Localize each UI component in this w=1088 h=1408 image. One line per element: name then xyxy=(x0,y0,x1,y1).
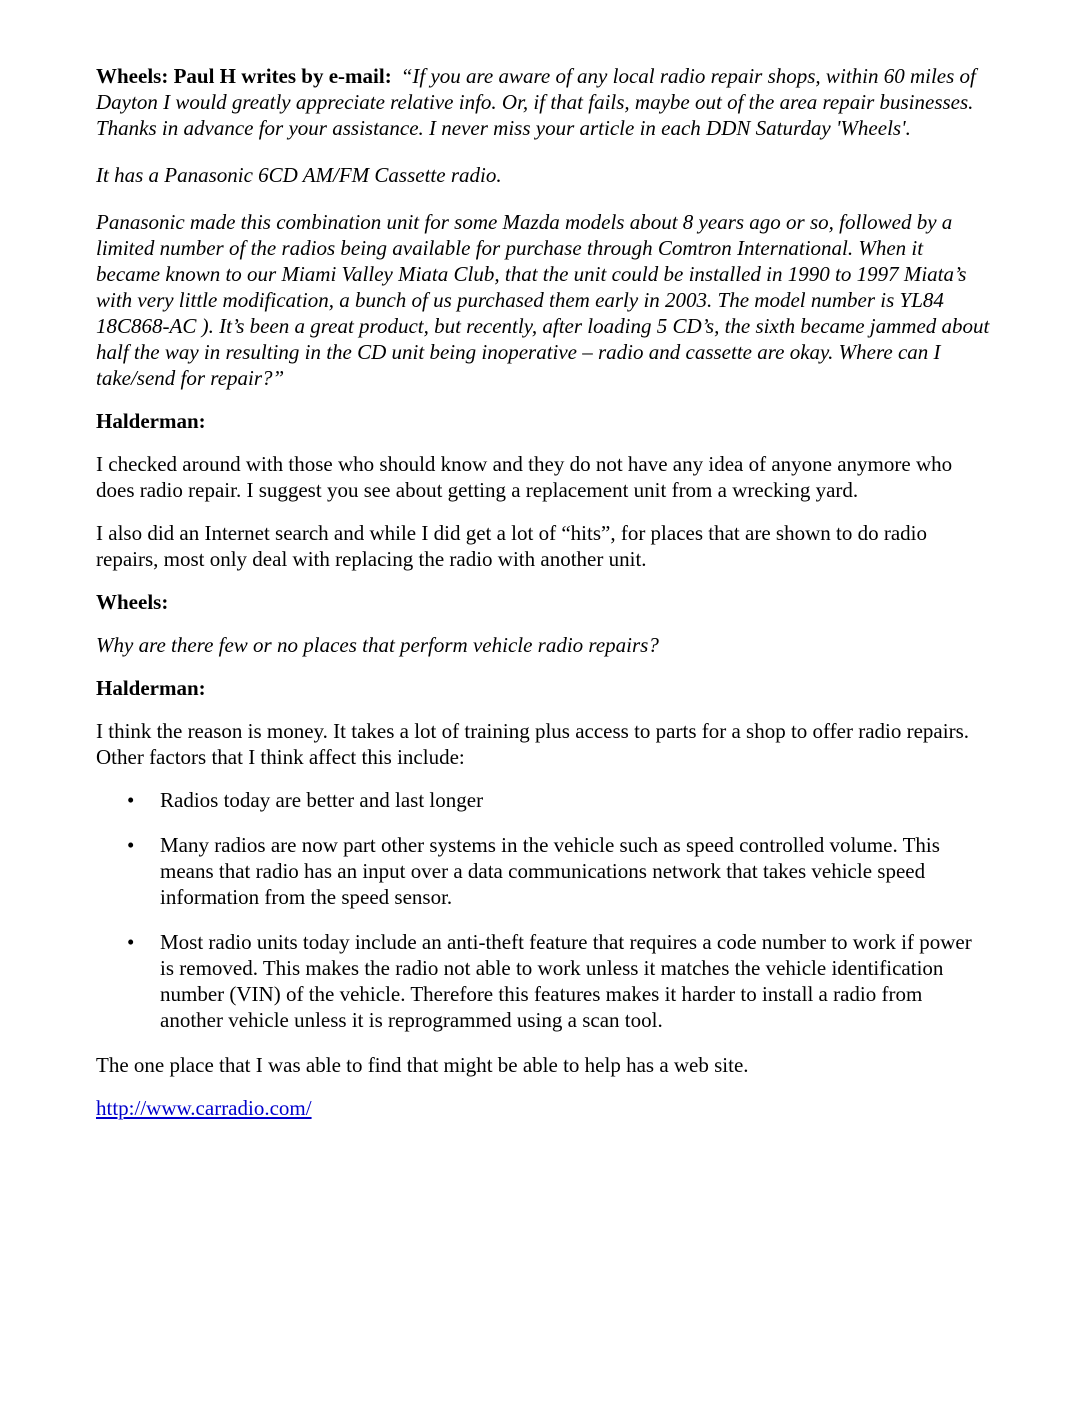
heading-halderman-2: Halderman: xyxy=(96,676,206,700)
list-item xyxy=(96,929,990,1033)
panasonic-history-paragraph: Panasonic made this combination unit for some Mazda models about 8 years ago or so, followed by a limited number of the radios being available for purchase through Comtron International. When it became known to our Miami Valley Miata Club, that the unit could be installed in 1990 to 1997 Miata’s with very little modification, a bunch of us purchased them early in 2003. The model number is YL84 18C868-AC ). It’s been a great product, but recently, after loading 5 CD’s, the sixth became jammed about half the way in resulting in the CD unit being inoperative – radio and cassette are okay. Where can I take/send for repair?” xyxy=(96,210,990,390)
carradio-link[interactable]: http://www.carradio.com/ xyxy=(96,1096,312,1120)
bullet-text: Most radio units today include an anti-theft feature that requires a code number to work if power is removed. This makes the radio not able to work unless it matches the vehicle identification number (VIN) of the vehicle. Therefore this features makes it harder to install a radio from another vehicle unless it is reprogrammed using a scan tool. xyxy=(160,930,972,1032)
bullet-text: Radios today are better and last longer xyxy=(160,788,484,812)
bullet-icon xyxy=(127,929,134,955)
intro-quote: “If you are aware of any local radio repair shops, within 60 miles of Dayton I would greatly appreciate relative info. Or, if that fails, maybe out of the area repair businesses. Thanks in advance for your assistance. I never miss your article in each DDN Saturday 'Wheels'. xyxy=(96,64,976,140)
answer1-paragraph-1: I checked around with those who should know and they do not have any idea of anyone anymore who does radio repair. I suggest you see about getting a replacement unit from a wrecking yard. xyxy=(96,452,953,502)
list-item xyxy=(96,832,990,910)
intro-lead: Wheels: Paul H writes by e-mail: xyxy=(96,64,392,88)
reasons-bullet-list xyxy=(96,787,990,1033)
radio-model-paragraph: It has a Panasonic 6CD AM/FM Cassette radio. xyxy=(96,163,502,187)
intro-paragraph xyxy=(96,63,990,141)
answer1-paragraph-2: I also did an Internet search and while I did get a lot of “hits”, for places that are shown to do radio repairs, most only deal with replacing the radio with another unit. xyxy=(96,521,927,571)
heading-halderman-1: Halderman: xyxy=(96,409,206,433)
list-item xyxy=(96,787,990,813)
heading-wheels-2: Wheels: xyxy=(96,590,169,614)
closing-paragraph: The one place that I was able to find that might be able to help has a web site. xyxy=(96,1053,749,1077)
bullet-icon xyxy=(127,832,134,858)
question2-paragraph: Why are there few or no places that perform vehicle radio repairs? xyxy=(96,633,659,657)
link-paragraph xyxy=(96,1095,990,1121)
bullet-icon xyxy=(127,787,134,813)
answer2-intro-paragraph: I think the reason is money. It takes a lot of training plus access to parts for a shop to offer radio repairs. Other factors that I think affect this include: xyxy=(96,719,970,769)
bullet-text: Many radios are now part other systems in the vehicle such as speed controlled volume. This means that radio has an input over a data communications network that takes vehicle speed information from the speed sensor. xyxy=(160,833,940,909)
